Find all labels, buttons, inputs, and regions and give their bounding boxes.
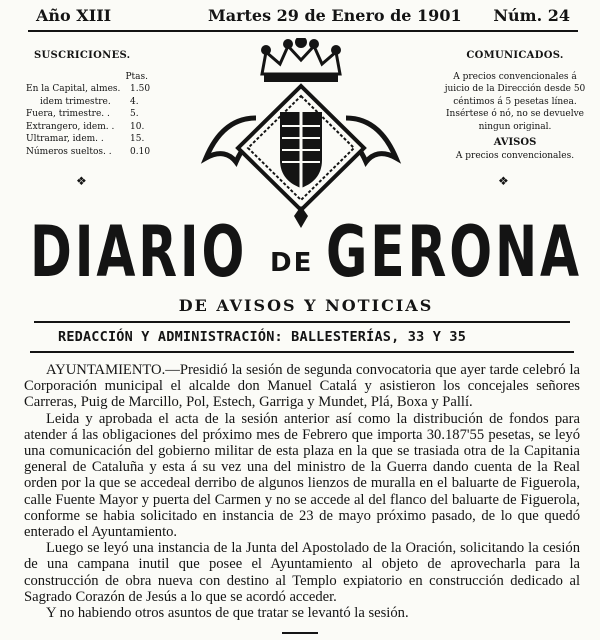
issue-header [28, 6, 574, 28]
subscription-row: Ultramar, idem. . 15. [26, 134, 145, 144]
ads-text: A precios convencionales. [455, 150, 575, 161]
communicated-text: A precios convencionales á juicio de la Dirección desde 50 céntimos á 5 pesetas línea. Insértese ó nó, no se devuelve ningun original. [444, 71, 586, 132]
issue-year: Año XIII [36, 6, 112, 25]
issue-date: Martes 29 de Enero de 1901 [208, 6, 462, 25]
article-body [24, 362, 580, 621]
masthead [30, 212, 590, 292]
subscription-row: idem trimestre. 4. [40, 96, 139, 107]
subscription-row: Extrangero, idem. . 10. [26, 121, 145, 132]
masthead-word-gerona: GERONA [326, 211, 582, 293]
right-ornament-icon: ❖ [498, 174, 509, 188]
admin-rule [30, 351, 574, 353]
issue-number: Núm. 24 [493, 6, 570, 25]
price-unit: Ptas. [125, 71, 148, 82]
subtitle-rule [34, 321, 570, 323]
subscriptions-box [26, 50, 176, 158]
masthead-subtitle: DE AVISOS Y NOTICIAS [178, 296, 434, 315]
communicated-box [440, 50, 590, 162]
ads-title: AVISOS [493, 137, 537, 148]
header-rule [28, 30, 578, 32]
coat-of-arms-icon [196, 38, 406, 228]
subscription-row: En la Capital, almes. 1.50 [26, 84, 151, 94]
article-paragraph: AYUNTAMIENTO.—Presidió la sesión de segunda convocatoria que ayer tarde celebró la Corporación municipal el alcalde don Manuel Catalá y asistieron los concejales señores Carreras, Puig de Marcillo, Pol, Estech, Garriga y Mundet, Plá, Boxa y Pallí. [24, 362, 580, 411]
end-rule [282, 632, 318, 634]
article-paragraph: Y no habiendo otros asuntos de que tratar se levantó la sesión. [46, 605, 409, 622]
communicated-title: COMUNICADOS. [466, 50, 564, 61]
subscription-row: Números sueltos. . 0.10 [26, 146, 151, 157]
left-ornament-icon: ❖ [76, 174, 87, 188]
article-paragraph: Luego se leyó una instancia de la Junta del Apostolado de la Oración, solicitando la cesión de una campana inutil que posee el Ayuntamiento al objeto de aprovecharla para la construcción de obra nueva con destino al Templo expiatorio en construcción dedicado al Sagrado Corazón de Jesús a lo que se acordó acceder. [24, 540, 580, 605]
masthead-word-de: DE [270, 248, 314, 278]
masthead-word-diario: DIARIO [30, 211, 248, 293]
administration-address: REDACCIÓN Y ADMINISTRACIÓN: BALLESTERÍAS, 33 Y 35 [58, 329, 467, 345]
subscription-row: Fuera, trimestre. . 5. [26, 109, 139, 119]
article-paragraph: Leida y aprobada el acta de la sesión anterior así como la distribución de fondos para atender á las obligaciones del próximo mes de Febrero que importa 30.187'55 pesetas, se leyó una comunicación del gobierno militar de esta plaza en la que se trasiada otra de la Capitania general de Cataluña y esta á su vez una del ministro de la Guerra dando cuenta de la Real orden por la que se accedeal derribo de algunos lienzos de muralla en el baluarte de Figuerola, calle Fuente Mayor y puerta del Carmen y no se accede al del flanco del baluarte de Figuerola, conforme se habia solicitado en instancia de 23 de mayo próximo pasado, de lo que quedó enterado el Ayuntamiento. [24, 410, 580, 541]
subscriptions-title: SUSCRICIONES. [34, 50, 131, 61]
